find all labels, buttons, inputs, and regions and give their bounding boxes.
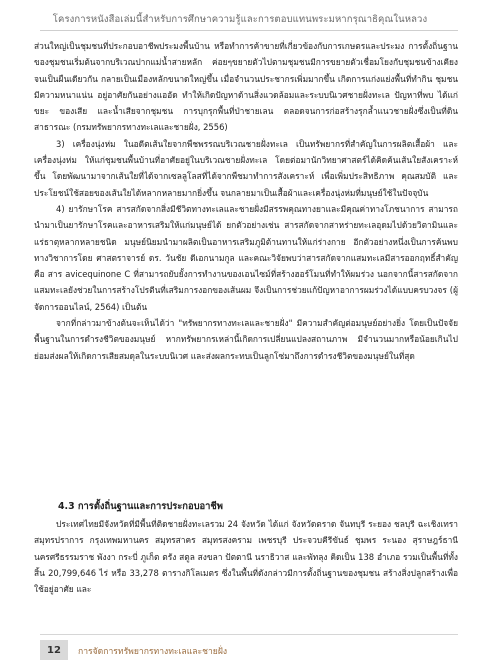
header-divider xyxy=(40,30,458,31)
paragraph-1: ส่วนใหญ่เป็นชุมชนที่ประกอบอาชีพประมงพื้นบ้าน หรือทำการค้าขายที่เกี่ยวข้องกับการเกษตรและประมง การตั้งถิ่นฐานของชุมชนเริ่มต้นจากบริเวณปากแม่น้ำสายหลัก ค่อยๆขยายตัวไปตามชุมชนมีการขยายตัวเชื่อมโยงกับชุมชนข้างเคียงจนเป็นผืนเดียวกัน กลายเป็นเมืองหลักขนาดใหญ่ขึ้น เมื่อจำนวนประชากรเพิ่มมากขึ้น เกิดการแก่งแย่งพื้นที่ทำกิน ชุมชนมีความหนาแน่น อยู่อาศัยกันอย่างแออัด ทำให้เกิดปัญหาด้านสิ่งแวดล้อมและระบบนิเวศชายฝั่งทะเล ปัญหาที่พบ ได้แก่ ขยะ ของเสีย และน้ำเสียจากชุมชน การบุกรุกพื้นที่ป่าชายเลน ตลอดจนการก่อสร้างรุกล้ำแนวชายฝั่งซึ่งเป็นที่ดินสาธารณะ (กรมทรัพยากรทางทะเลและชายฝั่ง, 2556) xyxy=(34,41,458,133)
paragraph-3: 4) ยารักษาโรค สารสกัดจากสิ่งมีชีวิตทางทะเลและชายฝั่งมีสรรพคุณทางยาและมีคุณค่าทางโภชนาการ สามารถนำมาเป็นยารักษาโรคและอาหารเสริมให้แก่มนุษย์ได้ ยกตัวอย่างเช่น สารสกัดจากสาหร่ายทะเลอุดมไปด้วยวิตามินและแร่ธาตุหลากหลายชนิด มนุษย์นิยมนำมาผลิตเป็นอาหารเสริมภูมิต้านทานให้แก่ร่างกาย อีกตัวอย่างหนึ่งเป็นการค้นพบทางวิชาการโดย ศาสตราจารย์ ดร. วันชัย ดีเอกนามกูล และคณะวิจัยพบว่าสารสกัดจากแสมทะเลมีสารออกฤทธิ์สำคัญ คือ สาร avicequinone C ที่สามารถยับยั้งการทำงานของเอนไซม์ที่สร้างฮอร์โมนที่ทำให้ผมร่วง นอกจากนี้สารสกัดจากแสมทะเลยังช่วยในการสร้างโปรตีนที่เสริมการงอกของเส้นผม จึงเป็นการช่วยแก้ปัญหาอาการผมร่วงได้แบบครบวงจร (ผู้จัดการออนไลน์, 2564) เป็นต้น xyxy=(34,203,458,312)
section-paragraph: ประเทศไทยมีจังหวัดที่มีพื้นที่ติดชายฝั่งทะเลรวม 24 จังหวัด ได้แก่ จังหวัดตราด จันทบุรี ระยอง ชลบุรี ฉะเชิงเทรา สมุทรปราการ กรุงเทพมหานคร สมุทรสาคร สมุทรสงคราม เพชรบุรี ประจวบคีรีขันธ์ ชุมพร ระนอง สุราษฎร์ธานี นครศรีธรรมราช พังงา กระบี่ ภูเก็ต ตรัง สตูล สงขลา ปัตตานี นราธิวาส และพัทลุง คิดเป็น 138 อำเภอ รวมเป็นพื้นที่ทั้งสิ้น 20,799,646 ไร่ หรือ 33,278 ตารางกิโลเมตร ซึ่งในพื้นที่ดังกล่าวมีการตั้งถิ่นฐานของชุมชน สร้างสิ่งปลูกสร้างเพื่อใช้อยู่อาศัย และ xyxy=(34,519,458,595)
footer-title: การจัดการทรัพยากรทางทะเลและชายฝั่ง xyxy=(78,647,228,657)
page-number: 12 xyxy=(40,640,68,660)
section-content xyxy=(34,516,458,597)
main-content xyxy=(34,38,458,364)
footer-divider xyxy=(40,634,458,635)
section-heading: 4.3 การตั้งถิ่นฐานและการประกอบอาชีพ xyxy=(58,501,223,512)
paragraph-4: จากที่กล่าวมาข้างต้นจะเห็นได้ว่า "ทรัพยากรทางทะเลและชายฝั่ง" มีความสำคัญต่อมนุษย์อย่างยิ่ง โดยเป็นปัจจัยพื้นฐานในการดำรงชีวิตของมนุษย์ หากทรัพยากรเหล่านี้เกิดการเปลี่ยนแปลงสถานภาพ มีจำนวนมากหรือน้อยเกินไป ย่อมส่งผลให้เกิดการเสียสมดุลในระบบนิเวศ และส่งผลกระทบเป็นลูกโซ่มาถึงการดำรงชีวิตของมนุษย์ในที่สุด xyxy=(34,318,458,361)
paragraph-2: 3) เครื่องนุ่งห่ม ในอดีตเส้นใยจากพืชพรรณบริเวณชายฝั่งทะเล เป็นทรัพยากรที่สำคัญในการผลิตเสื้อผ้า และเครื่องนุ่งห่ม ให้แก่ชุมชนพื้นบ้านที่อาศัยอยู่ในบริเวณชายฝั่งทะเล โดยต่อมานักวิทยาศาสตร์ได้คิดค้นเส้นใยสังเคราะห์ขึ้น โดยพัฒนามาจากเส้นใยที่ได้จากเซลลูโลสที่ได้จากพืชมาทำการสังเคราะห์ เพื่อเพิ่มประสิทธิภาพ คุณสมบัติ และประโยชน์ใช้สอยของเส้นใยได้หลากหลายมากยิ่งขึ้น จนกลายมาเป็นเสื้อผ้าและเครื่องนุ่งห่มที่มนุษย์ใช้ในปัจจุบัน xyxy=(34,138,458,198)
page-header: โครงการหนังสือเล่มนี้สำหรับการศึกษาความรู้และการตอบแทนพระมหากรุณาธิคุณในหลวง xyxy=(52,14,428,25)
